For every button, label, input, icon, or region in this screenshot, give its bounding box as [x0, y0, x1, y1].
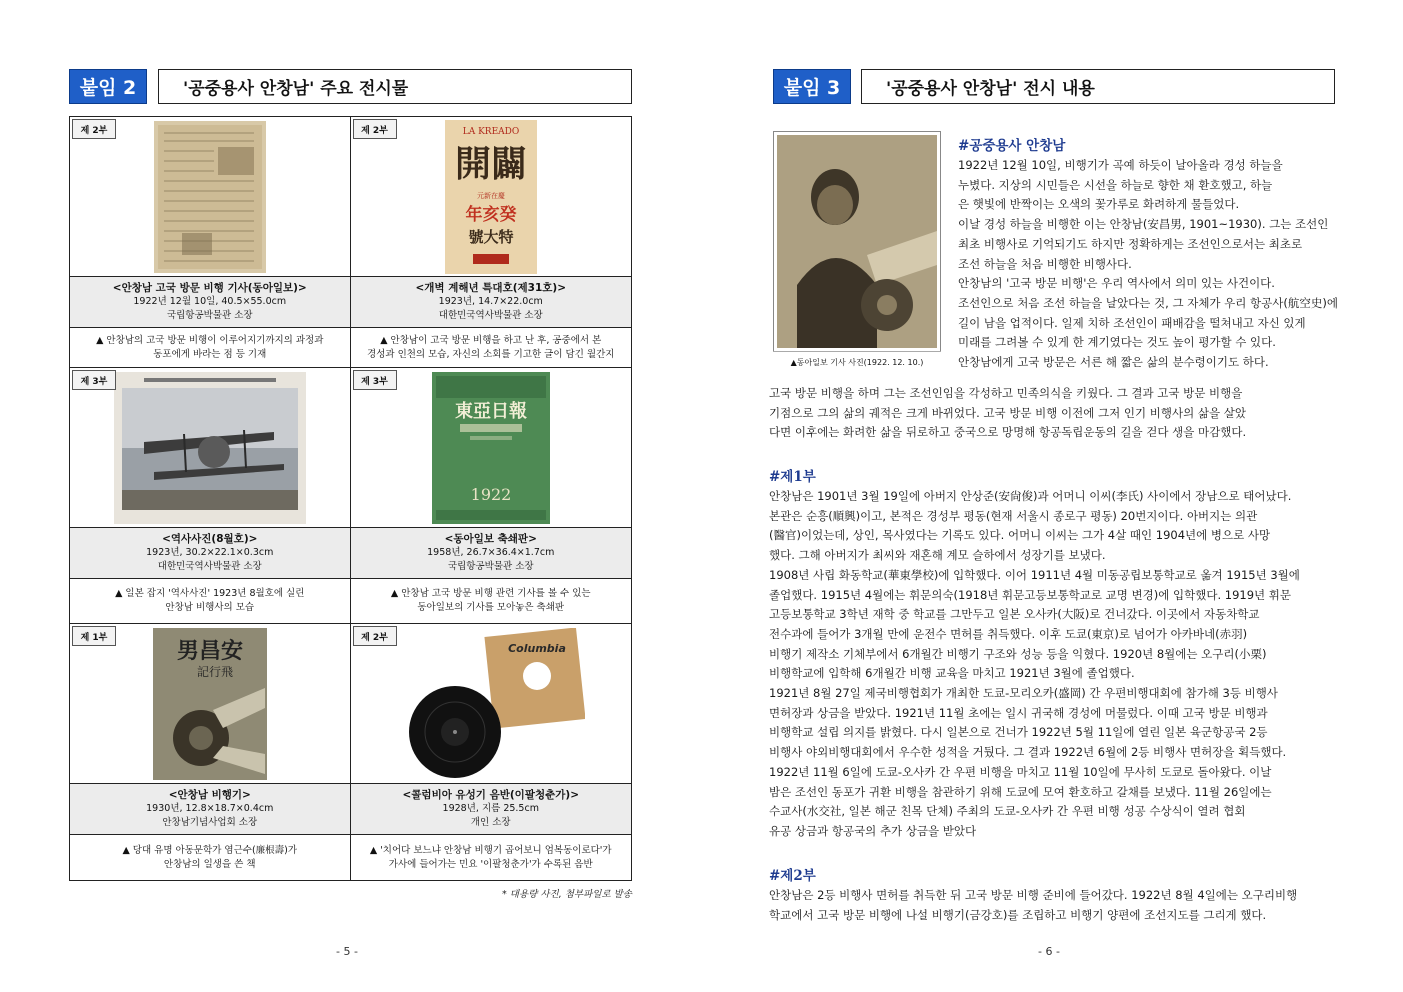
exhibit-caption: [351, 528, 632, 579]
newspaper-compilation-image: [432, 372, 550, 524]
cover-text: LA KREADO: [462, 126, 520, 137]
text-line: 비행학교 설립 의지를 밝혔다. 다시 일본으로 건너가 1922년 5월 11일에 열린 일본 육군항공국 2등: [769, 725, 1268, 740]
text-line: 졸업했다. 1915년 4월에는 휘문의숙(1918년 휘문고등보통학교로 교명 변경)에 입학했다. 1919년 휘문: [769, 587, 1292, 602]
exhibit-photo: [70, 368, 350, 528]
exhibit-caption: [70, 784, 350, 835]
exhibit-caption: [70, 528, 350, 579]
text-line: 고등보통학교 3학년 재학 중 학교를 그만두고 일본 오사카(大阪)로 건너갔다. 이곳에서 자동차학교: [769, 607, 1260, 622]
record-image: [397, 628, 585, 780]
exhibit-title: <역사사진(8월호)>: [162, 533, 258, 545]
magazine-cover-image: [445, 120, 537, 274]
attachment-tag: 붙임 2: [69, 69, 147, 104]
text-line: 학교에서 고국 방문 비행에 나설 비행기(금강호)를 조립하고 비행기 양편에 조선지도를 그리게 했다.: [769, 907, 1267, 922]
page-number: - 6 -: [1038, 945, 1060, 958]
text-line: 1921년 8월 27일 제국비행협회가 개최한 도쿄-모리오카(盛岡) 간 우편비행대회에 참가해 3등 비행사: [769, 686, 1278, 701]
exhibit-description: [70, 835, 350, 880]
cover-text: 記行飛: [196, 664, 233, 679]
desc-line: ▲ 안창남이 고국 방문 비행을 하고 난 후, 공중에서 본: [380, 334, 602, 346]
desc-line: 가사에 들어가는 민요 '이팔청춘가'가 수록된 음반: [388, 858, 593, 870]
text-line: 최초 비행사로 기억되기도 하지만 정확하게는 조선인으로서는 최초로: [958, 236, 1303, 251]
paragraph-text: [769, 487, 1339, 842]
exhibit-owner: 안창남기념사업회 소장: [162, 817, 258, 828]
footnote: * 대용량 사진, 첨부파일로 발송: [502, 889, 632, 900]
cover-text: 元新在慶: [476, 191, 505, 200]
cover-text: 1922: [470, 484, 512, 504]
text-line: 비행기 제작소 기체부에서 6개월간 비행기 구조와 성능 등을 익혔다. 1920년 8월에는 오구리(小栗): [769, 646, 1267, 661]
exhibit-cell: [70, 117, 351, 368]
text-line: 유공 상금과 항공국의 추가 상금을 받았다: [769, 823, 977, 838]
paragraph-text: [769, 886, 1339, 925]
exhibit-info: 1923년, 30.2×22.1×0.3cm: [146, 547, 274, 558]
desc-line: ▲ 안창남 고국 방문 비행 관련 기사를 볼 수 있는: [390, 588, 591, 599]
exhibit-caption: [70, 277, 350, 328]
text-line: 밤은 조선인 동포가 귀환 비행을 참관하기 위해 도쿄에 모여 환호하고 갈채를 보냈다. 11월 26일에는: [769, 784, 1272, 799]
portrait-photo: [773, 131, 941, 372]
exhibit-caption: [351, 277, 632, 328]
section-heading: #제2부: [769, 868, 816, 884]
cover-text: 東亞日報: [454, 400, 527, 422]
text-line: 이날 경성 하늘을 비행한 이는 안창남(安昌男, 1901~1930). 그는 조선인: [958, 217, 1329, 232]
part-badge: 제 2부: [72, 119, 116, 139]
text-line: 안창남은 1901년 3월 19일에 아버지 안상준(安尙俊)과 어머니 이씨(李氏) 사이에서 장남으로 태어났다.: [769, 489, 1292, 503]
exhibit-description: [351, 328, 632, 367]
text-line: 은 햇빛에 반짝이는 오색의 꽃가루로 화려하게 물들었다.: [958, 197, 1240, 212]
text-line: 길이 남을 업적이다. 일제 치하 조선인이 패배감을 떨쳐내고 자신 있게: [958, 315, 1306, 330]
exhibit-description: [70, 328, 350, 367]
cover-text: 男昌安: [176, 637, 243, 664]
text-line: (醫官)이었는데, 상인, 목사였다는 기록도 있다. 어머니 이씨는 그가 4살 때인 1904년에 병으로 사망: [769, 528, 1271, 543]
exhibit-photo: [351, 368, 632, 528]
exhibit-cell: [351, 368, 632, 624]
paragraph-text: [769, 384, 1339, 443]
text-line: 비행사 야외비행대회에서 우수한 성적을 거뒀다. 그 결과 1922년 6월에 2등 비행사 면허장을 획득했다.: [769, 745, 1287, 760]
page-title: '공중용사 안창남' 주요 전시물: [158, 69, 632, 104]
exhibit-cell: [70, 624, 351, 880]
cover-text: 號大特: [468, 227, 514, 246]
text-line: 전수과에 들어가 3개월 만에 운전수 면허를 취득했다. 이후 도쿄(東京)로 넘어가 아카바네(赤羽): [769, 626, 1248, 641]
page-number: - 5 -: [336, 945, 358, 958]
text-line: 다면 이후에는 화려한 삶을 뒤로하고 중국으로 망명해 항공독립운동의 길을 걷다 생을 마감했다.: [769, 425, 1247, 440]
exhibit-owner: 대한민국역사박물관 소장: [157, 561, 262, 572]
attachment-tag: 붙임 3: [773, 69, 851, 104]
exhibit-info: 1958년, 26.7×36.4×1.7cm: [427, 547, 555, 558]
exhibit-owner: 대한민국역사박물관 소장: [438, 310, 543, 321]
text-line: 고국 방문 비행을 하며 그는 조선인임을 각성하고 민족의식을 키웠다. 그 결과 고국 방문 비행을: [769, 386, 1243, 400]
exhibit-table: [69, 116, 632, 881]
desc-line: ▲ '치어다 보느냐 안창남 비행기 곱어보니 엄복동이로다'가: [369, 844, 612, 856]
exhibit-caption: [351, 784, 632, 835]
exhibit-photo: [351, 117, 632, 277]
exhibit-description: [70, 579, 350, 623]
exhibit-title: <안창남 고국 방문 비행 기사(동아일보)>: [112, 282, 307, 294]
cover-text: 年亥癸: [465, 204, 517, 225]
newspaper-image: [154, 121, 266, 273]
desc-line: ▲ 당대 유명 아동문학가 염근수(廉根壽)가: [122, 844, 298, 856]
exhibit-title: <동아일보 축쇄판>: [444, 533, 537, 545]
exhibit-info: 1922년 12월 10일, 40.5×55.0cm: [133, 296, 287, 307]
page-title: '공중용사 안창남' 전시 내용: [861, 69, 1335, 104]
exhibit-description: [351, 579, 632, 623]
text-line: 안창남은 2등 비행사 면허를 취득한 뒤 고국 방문 비행 준비에 들어갔다. 1922년 8월 4일에는 오구리비행: [769, 888, 1298, 902]
desc-line: ▲ 일본 잡지 '역사사진' 1923년 8월호에 실린: [115, 588, 305, 599]
part-badge: 제 2부: [353, 119, 397, 139]
text-line: 안창남에게 고국 방문은 서른 해 짧은 삶의 분수령이기도 하다.: [958, 355, 1269, 370]
exhibit-title: <개벽 계해년 특대호(제31호)>: [415, 282, 567, 294]
text-line: 조선인으로 처음 조선 하늘을 날았다는 것, 그 자체가 우리 항공사(航空史)에: [958, 295, 1338, 310]
part-badge: 제 3부: [72, 370, 116, 390]
text-line: 미래를 그려볼 수 있게 한 계기였다는 것도 높이 평가할 수 있다.: [958, 335, 1276, 350]
text-line: 1922년 12월 10일, 비행기가 곡예 하듯이 날아올라 경성 하늘을: [958, 158, 1283, 172]
text-line: 1922년 11월 6일에 도쿄-오사카 간 우편 비행을 마치고 11월 10일에 무사히 도쿄로 돌아왔다. 이날: [769, 764, 1272, 779]
exhibit-info: 1928년, 지름 25.5cm: [442, 803, 539, 814]
part-badge: 제 3부: [353, 370, 397, 390]
cover-text: 開闢: [454, 142, 527, 185]
exhibit-owner: 국립항공박물관 소장: [166, 310, 253, 321]
text-line: 면허장과 상금을 받았다. 1921년 11월 초에는 일시 귀국해 경성에 머물렀다. 이때 고국 방문 비행과: [769, 705, 1268, 720]
desc-line: 동아일보의 기사를 모아놓은 축쇄판: [417, 602, 565, 613]
section-heading: #공중용사 안창남: [958, 138, 1066, 154]
text-line: 기점으로 그의 삶의 궤적은 크게 바뀌었다. 고국 방문 비행 이전에 그저 인기 비행사의 삶을 살았: [769, 405, 1246, 420]
aviator-portrait-image: [777, 135, 937, 348]
photo-magazine-image: [114, 372, 306, 524]
exhibit-photo: [351, 624, 632, 784]
exhibit-info: 1923년, 14.7×22.0cm: [438, 296, 543, 307]
text-line: 했다. 그해 아버지가 최씨와 재혼해 계모 슬하에서 성장기를 보냈다.: [769, 548, 1106, 563]
exhibit-owner: 국립항공박물관 소장: [447, 561, 534, 572]
text-line: 안창남의 '고국 방문 비행'은 우리 역사에서 의미 있는 사건이다.: [958, 276, 1275, 291]
text-line: 본관은 순흥(順興)이고, 본적은 경성부 평동(현재 서울시 종로구 평동) 20번지이다. 아버지는 의관: [769, 508, 1258, 523]
intro-text: [958, 156, 1339, 373]
right-page: [701, 0, 1403, 992]
desc-line: 동포에게 바라는 점 등 기재: [153, 348, 267, 360]
desc-line: ▲ 안창남의 고국 방문 비행이 이루어지기까지의 과정과: [96, 334, 324, 346]
book-cover-image: [153, 628, 267, 780]
exhibit-title: <안창남 비행기>: [168, 789, 251, 801]
desc-line: 안창남 비행사의 모습: [165, 602, 255, 613]
text-line: 1908년 사립 화동학교(華東學校)에 입학했다. 이어 1911년 4월 미동공립보통학교로 옮겨 1915년 3월에: [769, 567, 1300, 582]
text-line: 조선 하늘을 처음 비행한 비행사다.: [958, 256, 1132, 271]
cover-text: Columbia: [507, 641, 566, 655]
exhibit-title: <콜럼비아 유성기 음반(이팔청춘가)>: [402, 789, 579, 801]
exhibit-photo: [70, 624, 350, 784]
exhibit-owner: 개인 소장: [470, 817, 511, 828]
exhibit-photo: [70, 117, 350, 277]
exhibit-info: 1930년, 12.8×18.7×0.4cm: [146, 803, 274, 814]
text-line: 수교사(水交社, 일본 해군 친목 단체) 주최의 도쿄-오사카 간 우편 비행 성공 수상식이 열려 협회: [769, 804, 1246, 819]
part-badge: 제 2부: [353, 626, 397, 646]
exhibit-cell: [351, 624, 632, 880]
exhibit-cell: [70, 368, 351, 624]
desc-line: 경성과 인천의 모습, 자신의 소회를 기고한 글이 담긴 월간지: [367, 348, 615, 360]
text-line: 누볐다. 지상의 시민들은 시선을 하늘로 향한 채 환호했고, 하늘: [958, 177, 1273, 192]
section-heading: #제1부: [769, 469, 816, 485]
left-page: [0, 0, 701, 992]
part-badge: 제 1부: [72, 626, 116, 646]
exhibit-description: [351, 835, 632, 880]
photo-caption: ▲동아일보 기사 사진(1922. 12. 10.): [773, 351, 941, 372]
desc-line: 안창남의 일생을 쓴 책: [163, 858, 256, 870]
exhibit-cell: [351, 117, 632, 368]
text-line: 비행학교에 입학해 6개월간 비행 교육을 마치고 1921년 3월에 졸업했다.: [769, 666, 1135, 681]
